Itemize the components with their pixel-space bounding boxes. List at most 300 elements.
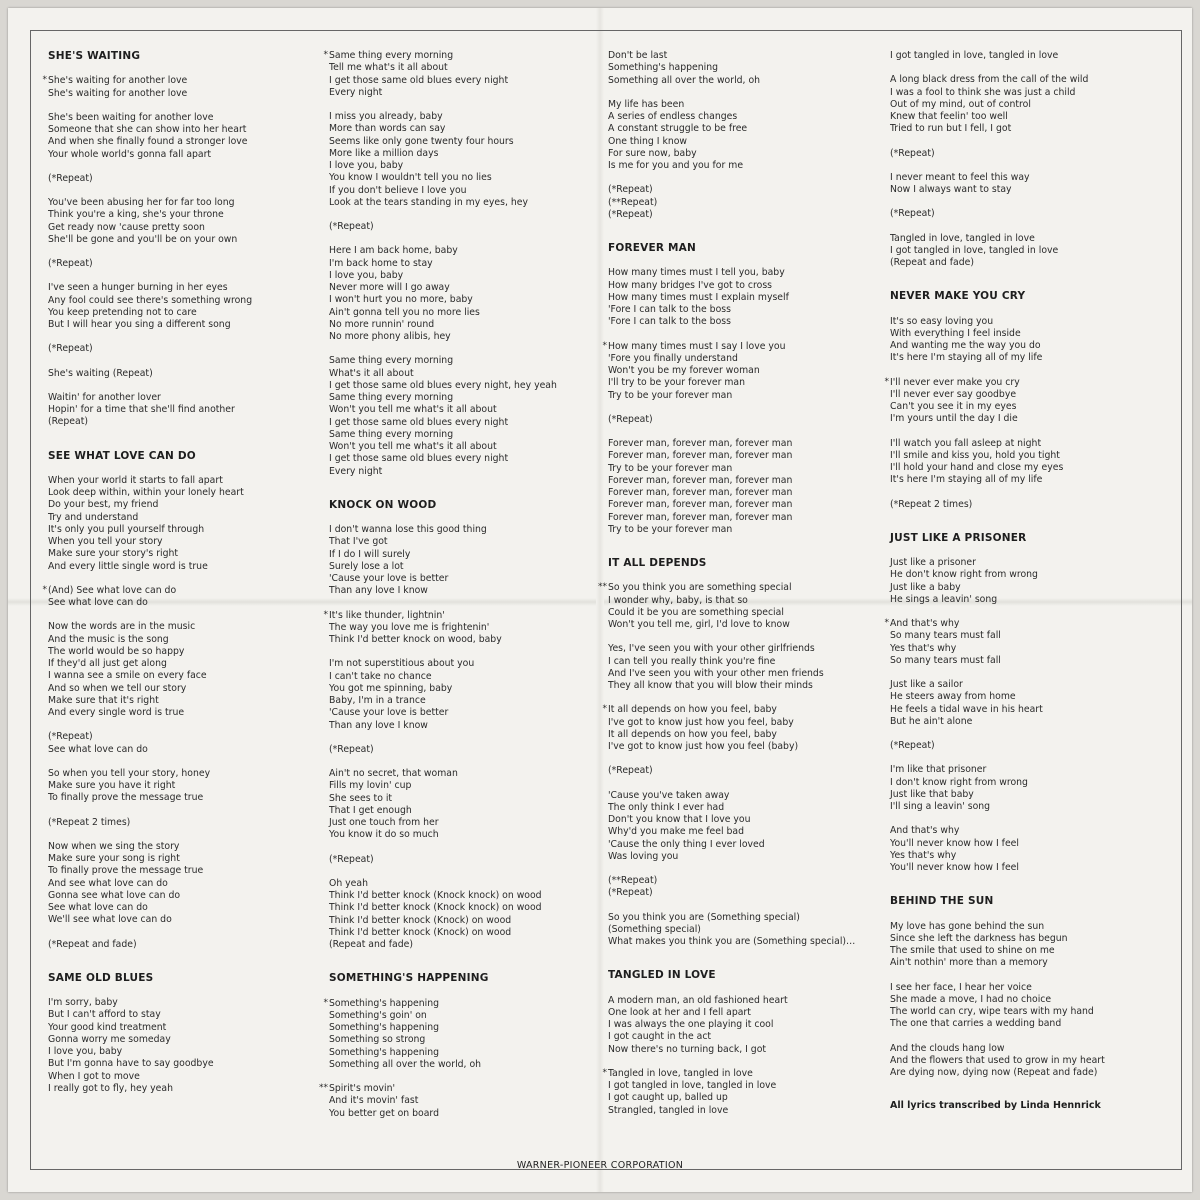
lyric-text: Forever man, forever man, forever man	[608, 487, 793, 498]
lyric-line	[890, 148, 1155, 160]
lyric-line	[608, 209, 873, 221]
lyric-text: Try to be your forever man	[608, 389, 733, 401]
lyric-line	[608, 280, 873, 292]
lyric-line	[890, 1018, 1155, 1030]
lyric-line	[608, 184, 873, 196]
stanza	[602, 340, 873, 402]
lyric-line	[608, 790, 873, 802]
lyric-text: Forever man, forever man, forever man	[608, 450, 793, 462]
lyric-text: Ain't nothin' more than a memory	[890, 957, 1048, 969]
lyric-line	[329, 561, 594, 573]
repeat-marker: *	[323, 609, 328, 620]
stanza	[608, 912, 873, 949]
lyric-text: I love you, baby	[329, 160, 404, 171]
song-title: KNOCK ON WOOD	[329, 498, 437, 511]
song-title: JUST LIKE A PRISONER	[890, 531, 1027, 544]
song-block	[890, 50, 1155, 269]
lyric-text: I get those same old blues every night	[329, 416, 509, 428]
lyric-text: So many tears must fall	[890, 630, 1001, 642]
lyric-line	[329, 878, 594, 890]
lyric-line	[329, 355, 594, 367]
lyric-text: You keep pretending not to care	[48, 306, 197, 318]
song-block	[602, 242, 873, 536]
lyric-text: Yes that's why	[890, 849, 957, 861]
lyric-text: (*Repeat 2 times)	[48, 816, 131, 828]
lyric-line	[890, 328, 1155, 340]
stanza	[598, 582, 873, 631]
lyric-text: And it's movin' fast	[329, 1095, 419, 1107]
lyric-text: How many times must I say I love you	[608, 340, 786, 352]
stanza	[48, 112, 313, 161]
lyric-text: 'Fore you finally understand	[608, 352, 738, 364]
lyric-text: One thing I know	[608, 135, 688, 147]
lyric-text: (Repeat and fade)	[329, 939, 413, 950]
lyric-line	[608, 729, 873, 741]
lyric-text: And so when we tell our story	[48, 682, 187, 694]
lyric-line	[48, 295, 313, 307]
lyric-text: (*Repeat)	[608, 184, 653, 196]
stanza	[890, 825, 1155, 874]
lyric-text: Same thing every morning	[329, 355, 454, 367]
lyric-text: You'll never know how I feel	[890, 837, 1019, 849]
lyric-text: Won't you tell me, girl, I'd love to know	[608, 619, 790, 630]
repeat-marker: *	[884, 618, 889, 628]
lyric-line	[48, 853, 313, 865]
lyric-line	[608, 1105, 873, 1117]
stanza	[608, 643, 873, 692]
lyric-text: 'Cause your love is better	[329, 573, 449, 584]
stanza	[329, 221, 594, 233]
lyric-text: I love you, baby	[48, 1046, 123, 1057]
lyric-text: I was a fool to think she was just a child	[890, 86, 1076, 98]
lyric-line	[48, 173, 313, 185]
lyric-line	[48, 878, 313, 890]
lyric-line	[48, 1083, 313, 1095]
stanza	[329, 744, 594, 756]
lyric-line	[48, 222, 313, 234]
lyric-text: I'll try to be your forever man	[608, 377, 746, 389]
lyric-text: Something all over the world, oh	[329, 1058, 482, 1070]
lyric-line	[329, 160, 594, 172]
lyric-line	[329, 939, 594, 951]
lyric-line	[329, 1059, 594, 1071]
lyric-line	[608, 656, 873, 668]
lyric-line	[329, 695, 594, 707]
lyric-text: Forever man, forever man, forever man	[608, 499, 793, 511]
lyric-line	[884, 618, 1155, 630]
stanza	[329, 854, 594, 866]
lyric-text: I can tell you really think you're fine	[608, 655, 776, 667]
lyric-line	[890, 1067, 1155, 1079]
lyric-line	[329, 62, 594, 74]
lyric-line	[608, 377, 873, 389]
lyric-text: Won't you tell me what's it all about	[329, 404, 497, 416]
lyric-line	[890, 716, 1155, 728]
lyric-line	[48, 475, 313, 487]
lyric-text: Knew that feelin' too well	[890, 111, 1008, 122]
lyric-text: I'll sing a leavin' song	[890, 801, 991, 812]
lyric-text: You know it do so much	[329, 829, 439, 841]
stanza	[890, 148, 1155, 160]
stanza	[323, 50, 594, 99]
transcription-credit: All lyrics transcribed by Linda Hennrick	[890, 1100, 1101, 1112]
lyric-line	[608, 643, 873, 655]
lyric-line	[890, 208, 1155, 220]
song-block	[323, 50, 594, 478]
lyric-text: Something so strong	[329, 1034, 426, 1046]
stanza	[48, 621, 313, 719]
lyric-line	[329, 282, 594, 294]
lyric-text: And I've seen you with your other men friends	[608, 667, 824, 679]
stanza	[48, 841, 313, 927]
lyric-line	[329, 136, 594, 148]
lyric-line	[890, 582, 1155, 594]
lyric-text: See what love can do	[48, 743, 148, 755]
lyric-line	[890, 401, 1155, 413]
lyric-line	[48, 149, 313, 161]
song-block	[48, 972, 313, 1095]
lyric-line	[48, 258, 313, 270]
lyric-line	[890, 777, 1155, 789]
lyric-line	[48, 197, 313, 209]
lyric-line	[608, 463, 873, 475]
lyric-line	[890, 413, 1155, 425]
lyric-text: She's been waiting for another love	[48, 111, 214, 123]
lyric-text: Can't you see it in my eyes	[890, 401, 1017, 412]
lyric-text: (*Repeat)	[608, 765, 653, 777]
lyric-text: I got tangled in love, tangled in love	[890, 244, 1059, 256]
lyric-text: (Something special)	[608, 923, 701, 935]
lyric-line	[608, 1031, 873, 1043]
lyric-text: The way you love me is frightenin'	[329, 621, 490, 633]
lyric-text: Someone that she can show into her heart	[48, 124, 247, 135]
stanza	[48, 817, 313, 829]
lyric-text: I get those same old blues every night	[329, 453, 509, 465]
lyric-line	[890, 862, 1155, 874]
lyric-line	[48, 512, 313, 524]
lyric-line	[48, 890, 313, 902]
lyric-text: If you don't believe I love you	[329, 184, 467, 196]
lyric-line	[608, 887, 873, 899]
lyric-text: And when she finally found a stronger love	[48, 136, 248, 148]
lyric-text: Hopin' for a time that she'll find another	[48, 404, 235, 415]
lyric-text: 'Cause you've taken away	[608, 789, 730, 801]
lyric-text: You better get on board	[329, 1107, 439, 1119]
song-title: TANGLED IN LOVE	[608, 969, 716, 982]
lyric-text: I won't hurt you no more, baby	[329, 294, 473, 306]
lyric-line	[608, 595, 873, 607]
lyric-line	[890, 233, 1155, 245]
lyric-line	[329, 1047, 594, 1059]
lyric-text: More like a million days	[329, 147, 439, 159]
lyric-text: Spirit's movin'	[329, 1083, 396, 1094]
lyric-line	[329, 294, 594, 306]
lyric-line	[48, 817, 313, 829]
lyric-line	[890, 643, 1155, 655]
lyric-text: 'Cause the only thing I ever loved	[608, 838, 765, 850]
lyric-line	[329, 793, 594, 805]
lyric-line	[890, 123, 1155, 135]
repeat-marker: *	[323, 50, 328, 60]
lyric-text: It's only you pull yourself through	[48, 523, 205, 535]
lyric-line	[48, 499, 313, 511]
stanza	[329, 245, 594, 343]
lyric-text: She's waiting (Repeat)	[48, 367, 153, 379]
lyric-line	[608, 353, 873, 365]
lyric-line	[329, 1034, 594, 1046]
lyric-line	[48, 416, 313, 428]
lyric-line	[329, 75, 594, 87]
lyric-text: Than any love I know	[329, 719, 428, 731]
lyric-line	[890, 111, 1155, 123]
lyric-text: But he ain't alone	[890, 715, 973, 727]
lyric-line	[48, 997, 313, 1009]
lyric-line	[608, 499, 873, 511]
lyric-line	[323, 50, 594, 62]
stanza	[884, 618, 1155, 667]
lyric-text: I never meant to feel this way	[890, 171, 1030, 183]
lyric-line	[329, 453, 594, 465]
lyric-text: They all know that you will blow their minds	[608, 680, 813, 691]
lyric-text: So you think you are (Something special)	[608, 911, 800, 923]
song-title: FOREVER MAN	[608, 242, 696, 254]
lyric-line	[890, 1043, 1155, 1055]
lyric-line	[608, 524, 873, 536]
lyrics-column-3	[598, 50, 873, 1138]
lyric-text: (Repeat and fade)	[890, 257, 974, 268]
lyric-text: Now there's no turning back, I got	[608, 1043, 767, 1055]
lyric-line	[890, 172, 1155, 184]
lyric-line	[890, 921, 1155, 933]
lyric-line	[608, 512, 873, 524]
lyric-text: I'm back home to stay	[329, 257, 433, 269]
lyric-line	[329, 902, 594, 914]
lyric-line	[48, 1009, 313, 1021]
lyric-text: (**Repeat)	[608, 875, 658, 886]
stanza	[608, 99, 873, 173]
lyric-line	[48, 1046, 313, 1058]
lyric-line	[608, 814, 873, 826]
lyric-line	[48, 646, 313, 658]
lyric-line	[329, 744, 594, 756]
lyric-line	[329, 585, 594, 597]
lyric-line	[329, 768, 594, 780]
lyric-text: Make sure you have it right	[48, 780, 176, 791]
lyric-line	[608, 619, 873, 631]
lyric-line	[608, 304, 873, 316]
lyric-line	[890, 838, 1155, 850]
lyric-line	[329, 245, 594, 257]
repeat-marker: *	[884, 376, 889, 387]
lyric-line	[608, 765, 873, 777]
lyric-line	[329, 805, 594, 817]
lyric-line	[608, 111, 873, 123]
lyric-line	[48, 404, 313, 416]
stanza	[48, 343, 313, 355]
lyric-line	[608, 438, 873, 450]
lyric-text: It all depends on how you feel, baby	[608, 704, 777, 716]
lyric-text: Think I'd better knock (Knock knock) on wood	[329, 902, 542, 914]
lyric-text: I'll watch you fall asleep at night	[890, 437, 1042, 449]
lyric-text: More than words can say	[329, 123, 446, 135]
lyric-line	[890, 982, 1155, 994]
stanza	[608, 875, 873, 900]
song-block	[598, 557, 873, 948]
lyric-text: Try to be your forever man	[608, 523, 733, 535]
lyric-text: When your world it starts to fall apart	[48, 474, 223, 486]
lyric-text: Now the words are in the music	[48, 621, 196, 633]
song-block	[884, 290, 1155, 511]
lyric-text: (*Repeat)	[890, 208, 935, 220]
lyric-text: (*Repeat)	[48, 343, 93, 355]
stanza	[608, 414, 873, 426]
lyric-line	[890, 74, 1155, 86]
lyric-text: I'll never ever make you cry	[890, 376, 1020, 388]
lyric-text: I can't take no chance	[329, 670, 432, 682]
lyric-text: No more phony alibis, hey	[329, 331, 451, 342]
lyric-line	[329, 417, 594, 429]
lyric-text: Something's happening	[608, 62, 719, 74]
lyric-line	[48, 548, 313, 560]
lyric-text: Any fool could see there's something wrong	[48, 294, 253, 306]
lyric-line	[329, 817, 594, 829]
lyric-text: Just like a prisoner	[890, 557, 976, 568]
lyric-line	[890, 87, 1155, 99]
lyric-text: Don't you know that I love you	[608, 814, 751, 825]
lyric-text: I wonder why, baby, is that so	[608, 594, 748, 606]
lyric-text: I get those same old blues every night	[329, 74, 509, 86]
lyric-text: (*Repeat)	[890, 147, 935, 159]
lyric-line	[608, 450, 873, 462]
song-block	[608, 50, 873, 221]
lyric-line	[48, 768, 313, 780]
lyric-line	[608, 875, 873, 887]
lyric-line	[602, 1067, 873, 1080]
lyric-text: Than any love I know	[329, 585, 428, 597]
lyric-line	[608, 741, 873, 753]
lyric-line	[329, 197, 594, 209]
lyric-line	[608, 1080, 873, 1092]
lyric-line	[329, 927, 594, 939]
repeat-marker: **	[598, 582, 607, 593]
stanza	[319, 1083, 594, 1120]
song-block	[42, 50, 313, 429]
lyric-text: You know I wouldn't tell you no lies	[329, 172, 492, 184]
lyric-text: (*Repeat)	[48, 172, 93, 184]
lyric-text: Look at the tears standing in my eyes, hey	[329, 196, 528, 208]
stanza	[329, 524, 594, 598]
stanza	[608, 765, 873, 777]
lyric-line	[48, 1034, 313, 1046]
lyric-line	[329, 404, 594, 416]
stanza	[602, 1067, 873, 1117]
stanza	[890, 982, 1155, 1031]
lyric-line	[329, 441, 594, 453]
lyric-text: (Repeat)	[48, 416, 88, 428]
lyric-text: Get ready now 'cause pretty soon	[48, 221, 205, 233]
lyric-text: I love you, baby	[329, 269, 404, 281]
lyric-text: Fills my lovin' cup	[329, 780, 412, 792]
lyric-line	[890, 557, 1155, 569]
lyric-line	[48, 621, 313, 633]
stanza	[48, 768, 313, 805]
stanza	[329, 658, 594, 732]
lyric-line	[608, 668, 873, 680]
lyric-text: One look at her and I fell apart	[608, 1006, 751, 1018]
lyric-text: Make sure your story's right	[48, 548, 179, 560]
lyric-line	[329, 915, 594, 927]
lyric-line	[329, 829, 594, 841]
lyric-text: Try and understand	[48, 511, 139, 523]
stanza	[890, 438, 1155, 487]
lyric-line	[329, 172, 594, 184]
lyric-line	[890, 462, 1155, 474]
song-title: NEVER MAKE YOU CRY	[890, 290, 1026, 303]
lyric-text: What's it all about	[329, 367, 414, 379]
stanza	[48, 258, 313, 270]
lyric-text: Make sure your song is right	[48, 853, 180, 864]
lyric-line	[608, 148, 873, 160]
lyric-text: And every single word is true	[48, 707, 185, 718]
stanza	[608, 50, 873, 87]
repeat-marker: *	[42, 75, 47, 86]
lyric-sheet	[8, 8, 1192, 1192]
lyric-line	[48, 780, 313, 792]
lyric-text: If they'd all just get along	[48, 658, 167, 669]
lyric-line	[48, 683, 313, 695]
lyric-line	[329, 720, 594, 732]
lyric-line	[329, 148, 594, 160]
lyric-text: She's waiting for another love	[48, 87, 188, 99]
lyric-line	[48, 792, 313, 804]
lyric-text: Tried to run but I fell, I got	[890, 123, 1012, 135]
lyric-text: No more runnin' round	[329, 318, 435, 330]
lyric-text: And the music is the song	[48, 633, 169, 645]
lyric-text: Tell me what's it all about	[329, 62, 448, 74]
lyric-line	[48, 124, 313, 136]
lyric-text: Won't you be my forever woman	[608, 365, 760, 376]
lyric-line	[890, 340, 1155, 352]
lyric-text: Something all over the world, oh	[608, 74, 761, 86]
lyric-line	[890, 499, 1155, 511]
repeat-marker: *	[602, 340, 607, 351]
lyric-text: And the clouds hang low	[890, 1042, 1005, 1054]
lyric-line	[890, 994, 1155, 1006]
lyric-line	[608, 995, 873, 1007]
stanza	[329, 878, 594, 952]
stanza	[608, 438, 873, 536]
lyric-line	[329, 392, 594, 404]
lyric-text: But I will hear you sing a different song	[48, 319, 231, 330]
lyric-line	[608, 839, 873, 851]
lyric-text: I really got to fly, hey yeah	[48, 1082, 173, 1094]
stanza	[890, 740, 1155, 752]
lyric-line	[329, 319, 594, 331]
lyric-line	[329, 307, 594, 319]
lyric-line	[48, 914, 313, 926]
lyric-line	[608, 680, 873, 692]
stanza	[890, 74, 1155, 135]
lyric-text: Ain't gonna tell you no more lies	[329, 306, 480, 318]
lyric-text: (*Repeat)	[890, 740, 935, 751]
stanza	[890, 499, 1155, 511]
lyric-line	[329, 890, 594, 902]
lyric-line	[329, 549, 594, 561]
lyric-line	[608, 197, 873, 209]
stanza	[890, 557, 1155, 606]
lyric-text: I was always the one playing it cool	[608, 1019, 774, 1030]
lyric-line	[329, 87, 594, 99]
